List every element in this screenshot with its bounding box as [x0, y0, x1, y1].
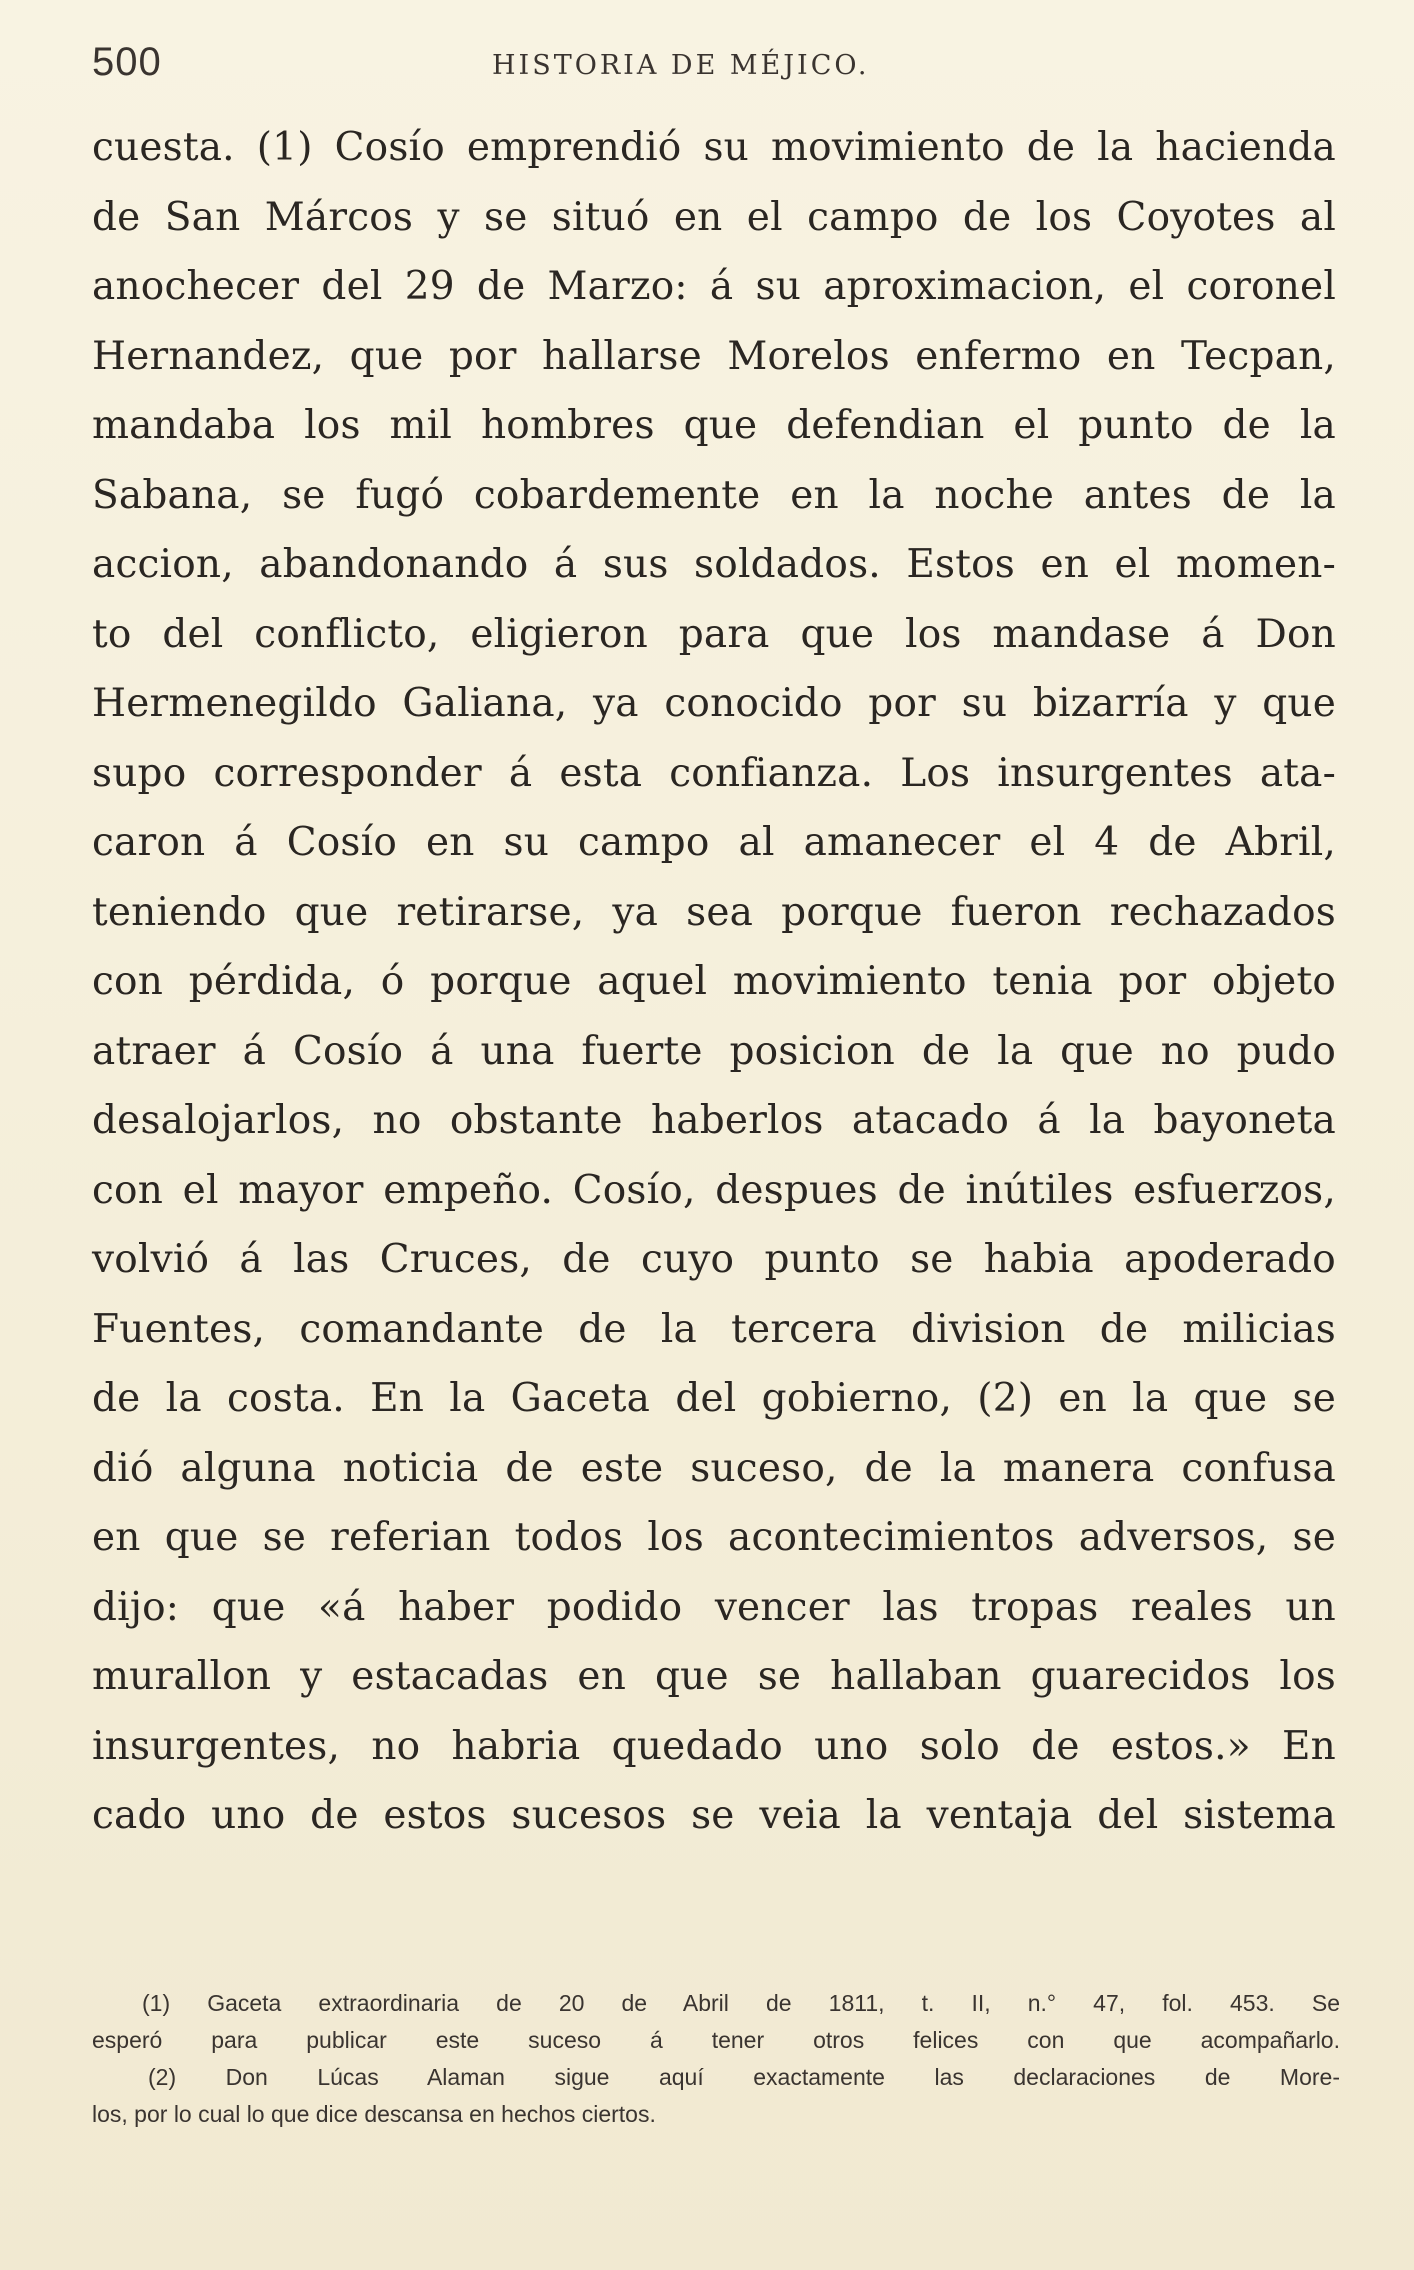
text-line: Hermenegildo Galiana, ya conocido por su bizarría y que	[92, 681, 1336, 726]
text-line: insurgentes, no habria quedado uno solo de estos.» En	[92, 1723, 1336, 1769]
text-line: volvió á las Cruces, de cuyo punto se habia apoderado	[92, 1237, 1336, 1282]
running-title: HISTORIA DE MÉJICO.	[492, 50, 870, 81]
footnote-1-line: esperó para publicar este suceso á tener otros felices con que acompañarlo.	[92, 2027, 1340, 2053]
text-line: caron á Cosío en su campo al amanecer el 4 de Abril,	[92, 820, 1336, 865]
text-line: to del conflicto, eligieron para que los mandase á Don	[92, 611, 1336, 657]
text-line: desalojarlos, no obstante haberlos atacado á la bayoneta	[92, 1098, 1336, 1143]
text-line: supo corresponder á esta confianza. Los insurgentes ata-	[92, 750, 1336, 796]
text-line: dió alguna noticia de este suceso, de la manera confusa	[92, 1445, 1336, 1491]
body-text	[92, 113, 1336, 1851]
text-line: con el mayor empeño. Cosío, despues de inútiles esfuerzos,	[92, 1167, 1336, 1213]
page-header	[92, 40, 1342, 92]
text-line: Sabana, se fugó cobardemente en la noche antes de la	[92, 472, 1336, 518]
text-line: anochecer del 29 de Marzo: á su aproximacion, el coronel	[92, 264, 1336, 309]
text-line: Fuentes, comandante de la tercera division de milicias	[92, 1306, 1336, 1352]
footnote-2-line: (2) Don Lúcas Alaman sigue aquí exactamente las declaraciones de More-	[148, 2064, 1340, 2090]
footnote-1-line: (1) Gaceta extraordinaria de 20 de Abril de 1811, t. II, n.° 47, fol. 453. Se	[142, 1990, 1340, 2016]
text-line: cuesta. (1) Cosío emprendió su movimiento de la hacienda	[92, 125, 1336, 170]
footnote-2-line: los, por lo cual lo que dice descansa en hechos ciertos.	[92, 2101, 656, 2127]
page-number: 500	[92, 40, 162, 84]
text-line: atraer á Cosío á una fuerte posicion de la que no pudo	[92, 1028, 1336, 1074]
text-line: accion, abandonando á sus soldados. Estos en el momen-	[92, 542, 1336, 587]
text-line: de San Márcos y se situó en el campo de los Coyotes al	[92, 194, 1336, 240]
text-line: teniendo que retirarse, ya sea porque fueron rechazados	[92, 889, 1336, 935]
text-line: de la costa. En la Gaceta del gobierno, (2) en la que se	[92, 1376, 1336, 1421]
text-line: cado uno de estos sucesos se veia la ventaja del sistema	[92, 1793, 1336, 1838]
footnotes	[92, 1985, 1340, 2133]
text-line: en que se referian todos los acontecimientos adversos, se	[92, 1515, 1336, 1560]
text-line: murallon y estacadas en que se hallaban guarecidos los	[92, 1654, 1336, 1699]
text-line: dijo: que «á haber podido vencer las tropas reales un	[92, 1584, 1336, 1630]
text-line: Hernandez, que por hallarse Morelos enfermo en Tecpan,	[92, 333, 1336, 379]
text-line: mandaba los mil hombres que defendian el punto de la	[92, 403, 1336, 448]
text-line: con pérdida, ó porque aquel movimiento tenia por objeto	[92, 959, 1336, 1004]
